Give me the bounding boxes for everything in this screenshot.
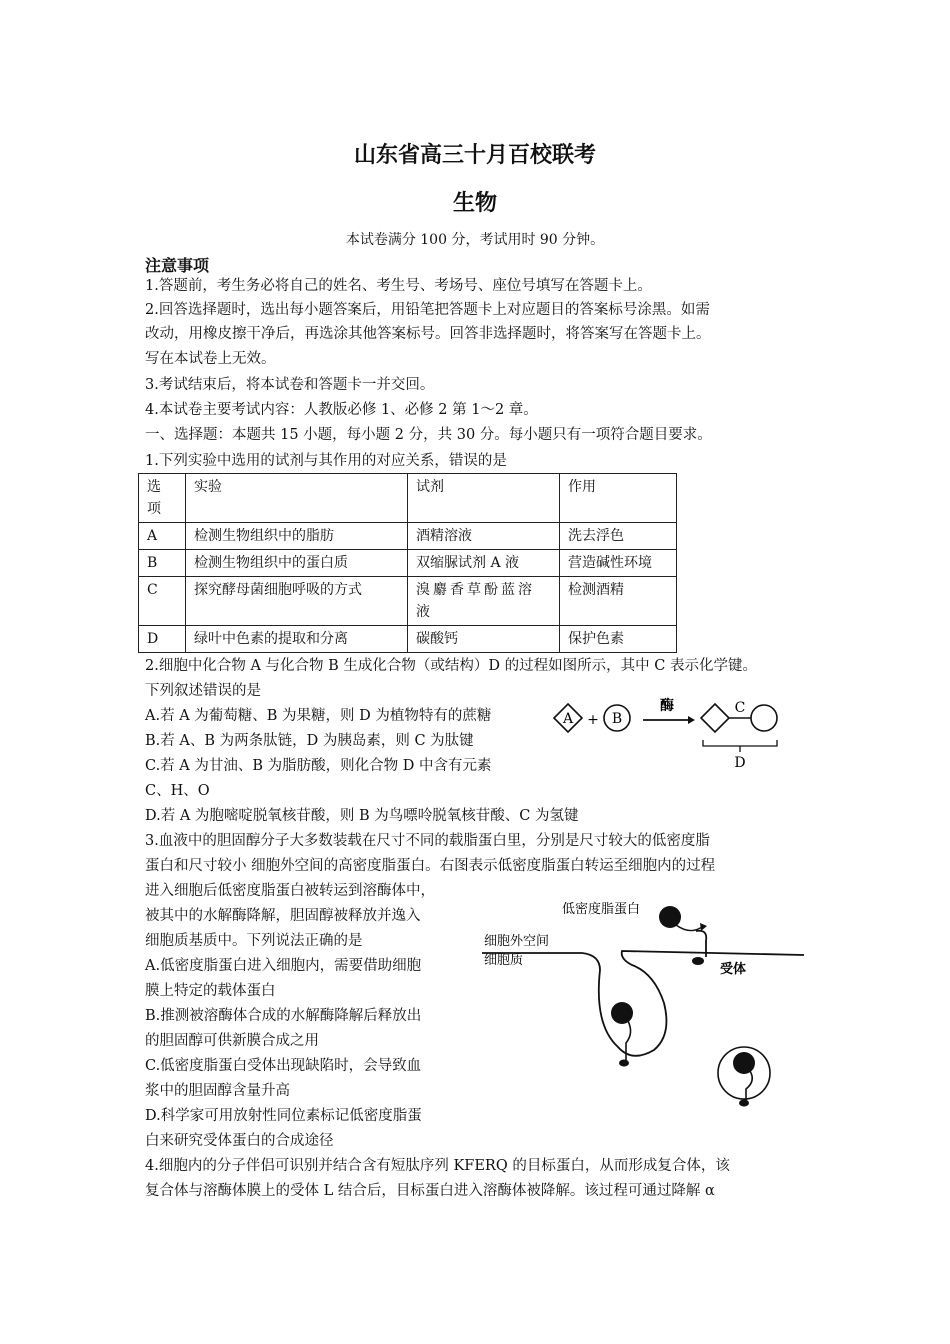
- receptor-vesicle: [746, 1071, 752, 1101]
- compound-b-label: B: [611, 711, 623, 727]
- receptor-base: [619, 1060, 629, 1067]
- q3-option-a-cont: 膜上特定的载体蛋白: [145, 983, 276, 999]
- table-header-cell: 试剂: [408, 474, 560, 523]
- q3-option-d-cont: 白来研究受体蛋白的合成途径: [145, 1133, 334, 1149]
- product-d-label: D: [734, 755, 746, 771]
- cytoplasm-label: 细胞质: [484, 953, 524, 968]
- table-row: [139, 577, 677, 626]
- q2-option-b: B.若 A、B 为两条肽链，D 为胰岛素，则 C 为肽键: [145, 733, 474, 749]
- ldl-particle: [659, 906, 681, 928]
- table-cell: B: [139, 550, 186, 577]
- table-row: [139, 550, 677, 577]
- q1-stem: 1.下列实验中选用的试剂与其作用的对应关系，错误的是: [145, 453, 507, 469]
- receptor-base: [739, 1100, 749, 1107]
- note-line: 3.考试结束后，将本试卷和答题卡一并交回。: [145, 377, 435, 393]
- q3-option-d: D.科学家可用放射性同位素标记低密度脂蛋: [145, 1108, 422, 1124]
- table-cell: 洗去浮色: [560, 523, 677, 550]
- q2-option-a: A.若 A 为葡萄糖、B 为果糖，则 D 为植物特有的蔗糖: [145, 708, 492, 724]
- q4-stem: 4.细胞内的分子伴侣可识别并结合含有短肽序列 KFERQ 的目标蛋白，从而形成复合体，该: [145, 1158, 730, 1174]
- q2-option-c-cont: C、H、O: [145, 783, 210, 799]
- table-cell: 保护色素: [560, 626, 677, 653]
- ldl-arrow: [676, 925, 702, 931]
- q3-option-c: C.低密度脂蛋白受体出现缺陷时，会导致血: [145, 1058, 422, 1074]
- table-header-cell: 选 项: [139, 474, 186, 523]
- compound-a-label: A: [562, 711, 574, 727]
- q2-option-d: D.若 A 为胞嘧啶脱氧核苷酸，则 B 为鸟嘌呤脱氧核苷酸、C 为氢键: [145, 808, 579, 824]
- q2-stem: 2.细胞中化合物 A 与化合物 B 生成化合物（或结构）D 的过程如图所示，其中 C 表示化学键。: [145, 658, 757, 674]
- note-line: 4.本试卷主要考试内容：人教版必修 1、必修 2 第 1～2 章。: [145, 402, 538, 418]
- table-cell: A: [139, 523, 186, 550]
- table-cell: 酒精溶液: [408, 523, 560, 550]
- bond-c-label: C: [734, 700, 746, 716]
- table-row: [139, 474, 677, 523]
- table-cell: 溴麝香草酚蓝溶液: [408, 577, 560, 626]
- exam-info: 本试卷满分 100 分，考试用时 90 分钟。: [345, 232, 605, 248]
- table-cell: 碳酸钙: [408, 626, 560, 653]
- product-diamond: [701, 704, 729, 732]
- table-cell: 检测酒精: [560, 577, 677, 626]
- q2-stem: 下列叙述错误的是: [145, 683, 261, 699]
- table-header-cell: 作用: [560, 474, 677, 523]
- q2-reaction-diagram: [545, 690, 785, 775]
- q3-endocytosis-diagram: [482, 885, 804, 1125]
- table-row: [139, 626, 677, 653]
- q3-option-a: A.低密度脂蛋白进入细胞内，需要借助细胞: [145, 958, 422, 974]
- plus-sign: +: [587, 712, 599, 728]
- table-row: [139, 523, 677, 550]
- q3-stem: 被其中的水解酶降解，胆固醇被释放并逸入: [145, 908, 421, 924]
- note-line: 1.答题前，考生务必将自己的姓名、考生号、考场号、座位号填写在答题卡上。: [145, 278, 652, 294]
- q3-stem: 进入细胞后低密度脂蛋白被转运到溶酶体中，: [145, 883, 435, 899]
- cell-membrane: [482, 951, 804, 1056]
- q4-stem: 复合体与溶酶体膜上的受体 L 结合后，目标蛋白进入溶酶体被降解。该过程可通过降解 α: [145, 1183, 715, 1199]
- enzyme-label: 酶: [660, 698, 674, 714]
- q3-option-c-cont: 浆中的胆固醇含量升高: [145, 1083, 290, 1099]
- exam-title: 山东省高三十月百校联考: [353, 143, 596, 168]
- section-intro: 一、选择题：本题共 15 小题，每小题 2 分，共 30 分。每小题只有一项符合题目要求。: [145, 427, 712, 443]
- receptor-label: 受体: [720, 962, 747, 977]
- q3-option-b: B.推测被溶酶体合成的水解酶降解后释放出: [145, 1008, 422, 1024]
- table-cell: C: [139, 577, 186, 626]
- table-header-cell: 实验: [186, 474, 408, 523]
- note-line: 改动，用橡皮擦干净后，再选涂其他答案标号。回答非选择题时，将答案写在答题卡上。: [145, 326, 711, 342]
- ldl-in-vesicle: [733, 1052, 755, 1074]
- q3-stem: 3.血液中的胆固醇分子大多数装载在尺寸不同的载脂蛋白里，分别是尺寸较大的低密度脂: [145, 833, 710, 849]
- q2-option-c: C.若 A 为甘油、B 为脂肪酸，则化合物 D 中含有元素: [145, 758, 492, 774]
- q1-table: [138, 473, 677, 653]
- extracellular-label: 细胞外空间: [484, 934, 550, 949]
- table-cell: 检测生物组织中的脂肪: [186, 523, 408, 550]
- receptor-base: [692, 957, 704, 965]
- table-cell: 绿叶中色素的提取和分离: [186, 626, 408, 653]
- table-cell: 探究酵母菌细胞呼吸的方式: [186, 577, 408, 626]
- notes-heading: 注意事项: [145, 256, 210, 275]
- q3-stem: 细胞质基质中。下列说法正确的是: [145, 933, 363, 949]
- ldl-label: 低密度脂蛋白: [562, 902, 641, 917]
- exam-subject: 生物: [452, 191, 497, 216]
- table-cell: 营造碱性环境: [560, 550, 677, 577]
- q3-stem: 蛋白和尺寸较小 细胞外空间的高密度脂蛋白。右图表示低密度脂蛋白转运至细胞内的过程: [145, 858, 716, 874]
- arrow-head-icon: [700, 923, 707, 931]
- table-cell: 双缩脲试剂 A 液: [408, 550, 560, 577]
- note-line: 2.回答选择题时，选出每小题答案后，用铅笔把答题卡上对应题目的答案标号涂黑。如需: [145, 302, 710, 318]
- product-circle: [751, 705, 777, 731]
- table-cell: 检测生物组织中的蛋白质: [186, 550, 408, 577]
- bracket-d: [703, 740, 777, 752]
- note-line: 写在本试卷上无效。: [145, 351, 276, 367]
- arrow-head-icon: [688, 716, 695, 724]
- table-cell: D: [139, 626, 186, 653]
- ldl-in-pit: [611, 1002, 633, 1024]
- q3-option-b-cont: 的胆固醇可供新膜合成之用: [145, 1033, 319, 1049]
